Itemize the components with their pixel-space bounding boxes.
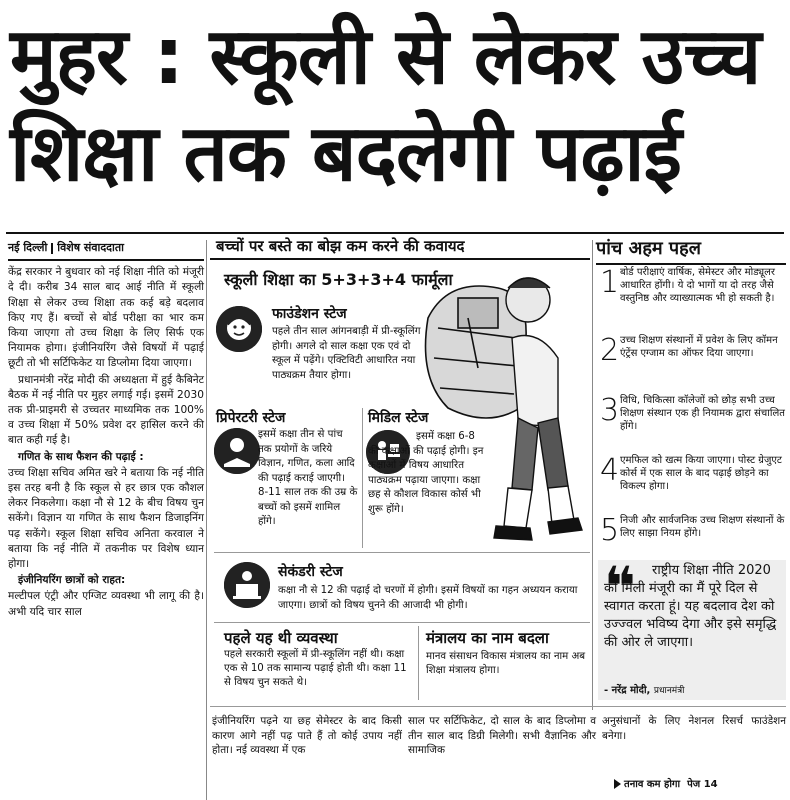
ministry-rename-text: मानव संसाधन विकास मंत्रालय का नाम अब शिक्षा मंत्रालय होगा। (426, 651, 586, 676)
dateline (8, 240, 204, 261)
infographic-title: बच्चों पर बस्ते का बोझ कम करने की कवायद (216, 237, 465, 255)
preparatory-stage-text: इसमें कक्षा तीन से पांच तक प्रयोगों के जरिये विज्ञान, गणित, कला आदि की पढ़ाई कराई जाएगी। 8-11 साल तक की उम्र के बच्चों को इसमें शामिल होंगे। (258, 429, 358, 527)
dateline-reporter: विशेष संवाददाता (57, 241, 124, 254)
arrow-right-icon (614, 779, 621, 789)
dateline-place: नई दिल्ली (8, 241, 48, 254)
quote-attribution: - नरेंद्र मोदी, प्रधानमंत्री (604, 685, 685, 696)
headline (10, 8, 780, 202)
subhead-engineering: इंजीनियरिंग छात्रों को राहत: (18, 574, 126, 587)
initiative-item: 2 उच्च शिक्षण संस्थानों में प्रवेश के लिए कॉमन एंट्रेंस एग्जाम का ऑफर दिया जाएगा। (600, 333, 778, 368)
earlier-system-text: पहले सरकारी स्कूलों में प्री-स्कूलिंग नहीं थी। कक्षा एक से 10 तक सामान्य पढ़ाई होती थी। कक्षा 11 से विषय चुन सकते थे। (224, 649, 407, 688)
article-paragraph-1: केंद्र सरकार ने बुधवार को नई शिक्षा नीति को मंजूरी दे दी। करीब 34 साल बाद आई नीति में स्कूली शिक्षा से लेकर उच्च शिक्षा तक कई बड़े बदलाव किए गए हैं। बच्चों से बोर्ड परीक्षा का भार कम किया जाएगा तो उच्च शिक्षा के लिए सिर्फ एक नियामक होगा। इंजीनियरिंग जैसे विषयों में पढ़ाई छूटी तो भी सर्टिफिकेट या डिप्लोमा दिया जाएगा। (8, 266, 204, 370)
article-continuation-2: साल पर सर्टिफिकेट, दो साल के बाद डिप्लोमा व तीन साल बाद डिग्री मिलेगी। सभी वैज्ञानिक और सामाजिक (408, 715, 596, 756)
column-divider-left (206, 240, 207, 800)
secondary-stage-title: सेकंडरी स्टेज (278, 564, 343, 580)
student-laptop-icon (224, 562, 270, 608)
earlier-system-title: पहले यह थी व्यवस्था (224, 629, 338, 647)
foundation-stage-text: पहले तीन साल आंगनबाड़ी में प्री-स्कूलिंग होगी। अगले दो साल कक्षा एक एवं दो स्कूल में पढ़ेंगे। एक्टिविटी आधारित नया पाठ्यक्रम तैयार होगा। (272, 326, 421, 381)
column-divider-right (592, 240, 593, 710)
schoolboy-with-heavy-bag-illustration (408, 258, 586, 548)
article-paragraph-4: मल्टीपल एंट्री और एग्जिट व्यवस्था भी लागू की है। अभी यदि चार साल (8, 590, 204, 618)
middle-stage-title: मिडिल स्टेज (368, 410, 429, 426)
quote-mark-icon: ❝ (604, 555, 636, 618)
initiative-item: 5 निजी और सार्वजनिक उच्च शिक्षण संस्थानों के लिए साझा नियम होंगे। (600, 513, 785, 548)
initiative-item: 1 बोर्ड परीक्षाएं वार्षिक, सेमेस्टर और मोड्यूलर आधारित होंगी। ये दो भागों या दो तरह जैसे वस्तुनिष्ठ और व्याख्यात्मक भी हो सकती है। (600, 265, 775, 304)
continued-page-link[interactable]: तनाव कम होगा पेज 14 (614, 776, 718, 790)
pm-quote-box (598, 555, 786, 700)
reading-child-icon (214, 428, 260, 474)
preparatory-stage-title: प्रिपेरटरी स्टेज (216, 410, 286, 426)
child-face-icon (216, 306, 262, 352)
article-paragraph-3: उच्च शिक्षा सचिव अमित खरे ने बताया कि नई नीति इस तरह बनी है कि स्कूल से हर छात्र एक कौशल लेकर निकलेगा। कक्षा नौ से 12 के बीच विषय चुन सकेंगे। विज्ञान या गणित के साथ फैशन डिजाइनिंग पढ़ सकेंगे। स्कूल शिक्षा सचिव अनिता करवाल ने बताया कि नई नीति में तकनीक पर विशेष ध्यान होगा। (8, 466, 204, 571)
article-continuation-1: इंजीनियरिंग पढ़ने या छह सेमेस्टर के बाद किसी कारण आगे नहीं पढ़ पाते हैं तो कोई उपाय नहीं होता। नई व्यवस्था में एक (212, 715, 402, 756)
initiative-item: 3 विधि, चिकित्सा कॉलेजों को छोड़ सभी उच्च शिक्षण संस्थान एक ही नियामक द्वारा संचालित होंगे। (600, 393, 785, 432)
foundation-stage-title: फाउंडेशन स्टेज (272, 306, 347, 322)
headline-line-2: शिक्षा तक बदलेगी पढ़ाई (10, 109, 681, 199)
initiatives-title: पांच अहम पहल (596, 236, 786, 265)
middle-stage-text: इसमें कक्षा 6-8 की कक्षाओं की पढ़ाई होगी। इन कक्षाओं में विषय आधारित पाठ्यक्रम पढ़ाया जाएगा। कक्षा छह से कौशल विकास कोर्स भी शुरू होंगे। (368, 431, 484, 515)
top-rule (6, 232, 784, 234)
secondary-stage-text: कक्षा नौ से 12 की पढ़ाई दो चरणों में होगी। इसमें विषयों का गहन अध्ययन कराया जाएगा। छात्रों को विषय चुनने की आजादी भी होगी। (278, 585, 578, 611)
five-initiatives-box (596, 236, 786, 556)
main-article (8, 240, 204, 800)
initiative-item: 4 एमफिल को खत्म किया जाएगा। पोस्ट ग्रेजुएट कोर्स में एक साल के बाद पढ़ाई छोड़ने का विकल्प होगा। (600, 453, 782, 492)
article-paragraph-2: प्रधानमंत्री नरेंद्र मोदी की अध्यक्षता में हुई कैबिनेट बैठक में नई नीति पर मुहर लगाई गई। इसमें 2030 तक प्री-प्राइमरी से उच्चतर माध्यमिक तक 100% व उच्च शिक्षा में 50% प्रवेश दर हासिल करने की बात कही गई है। (8, 373, 204, 447)
ministry-rename-title: मंत्रालय का नाम बदला (426, 629, 549, 647)
subhead-fashion: गणित के साथ फैशन की पढ़ाई : (18, 450, 144, 463)
formula-heading: स्कूली शिक्षा का 5+3+3+4 फार्मूला (224, 270, 453, 289)
headline-line-1: मुहर : स्कूली से लेकर उच्च (10, 12, 761, 102)
quote-text: राष्ट्रीय शिक्षा नीति 2020 को मिली मंजूरी का मैं पूरे दिल से स्वागत करता हूं। यह बदलाव देश को उज्ज्वल भविष्य देगा और इसे समृद्धि की ओर ले जाएगा। (604, 563, 777, 650)
article-continuation-3: अनुसंधानों के लिए नेशनल रिसर्च फाउंडेशन बनेगा। (602, 715, 786, 742)
